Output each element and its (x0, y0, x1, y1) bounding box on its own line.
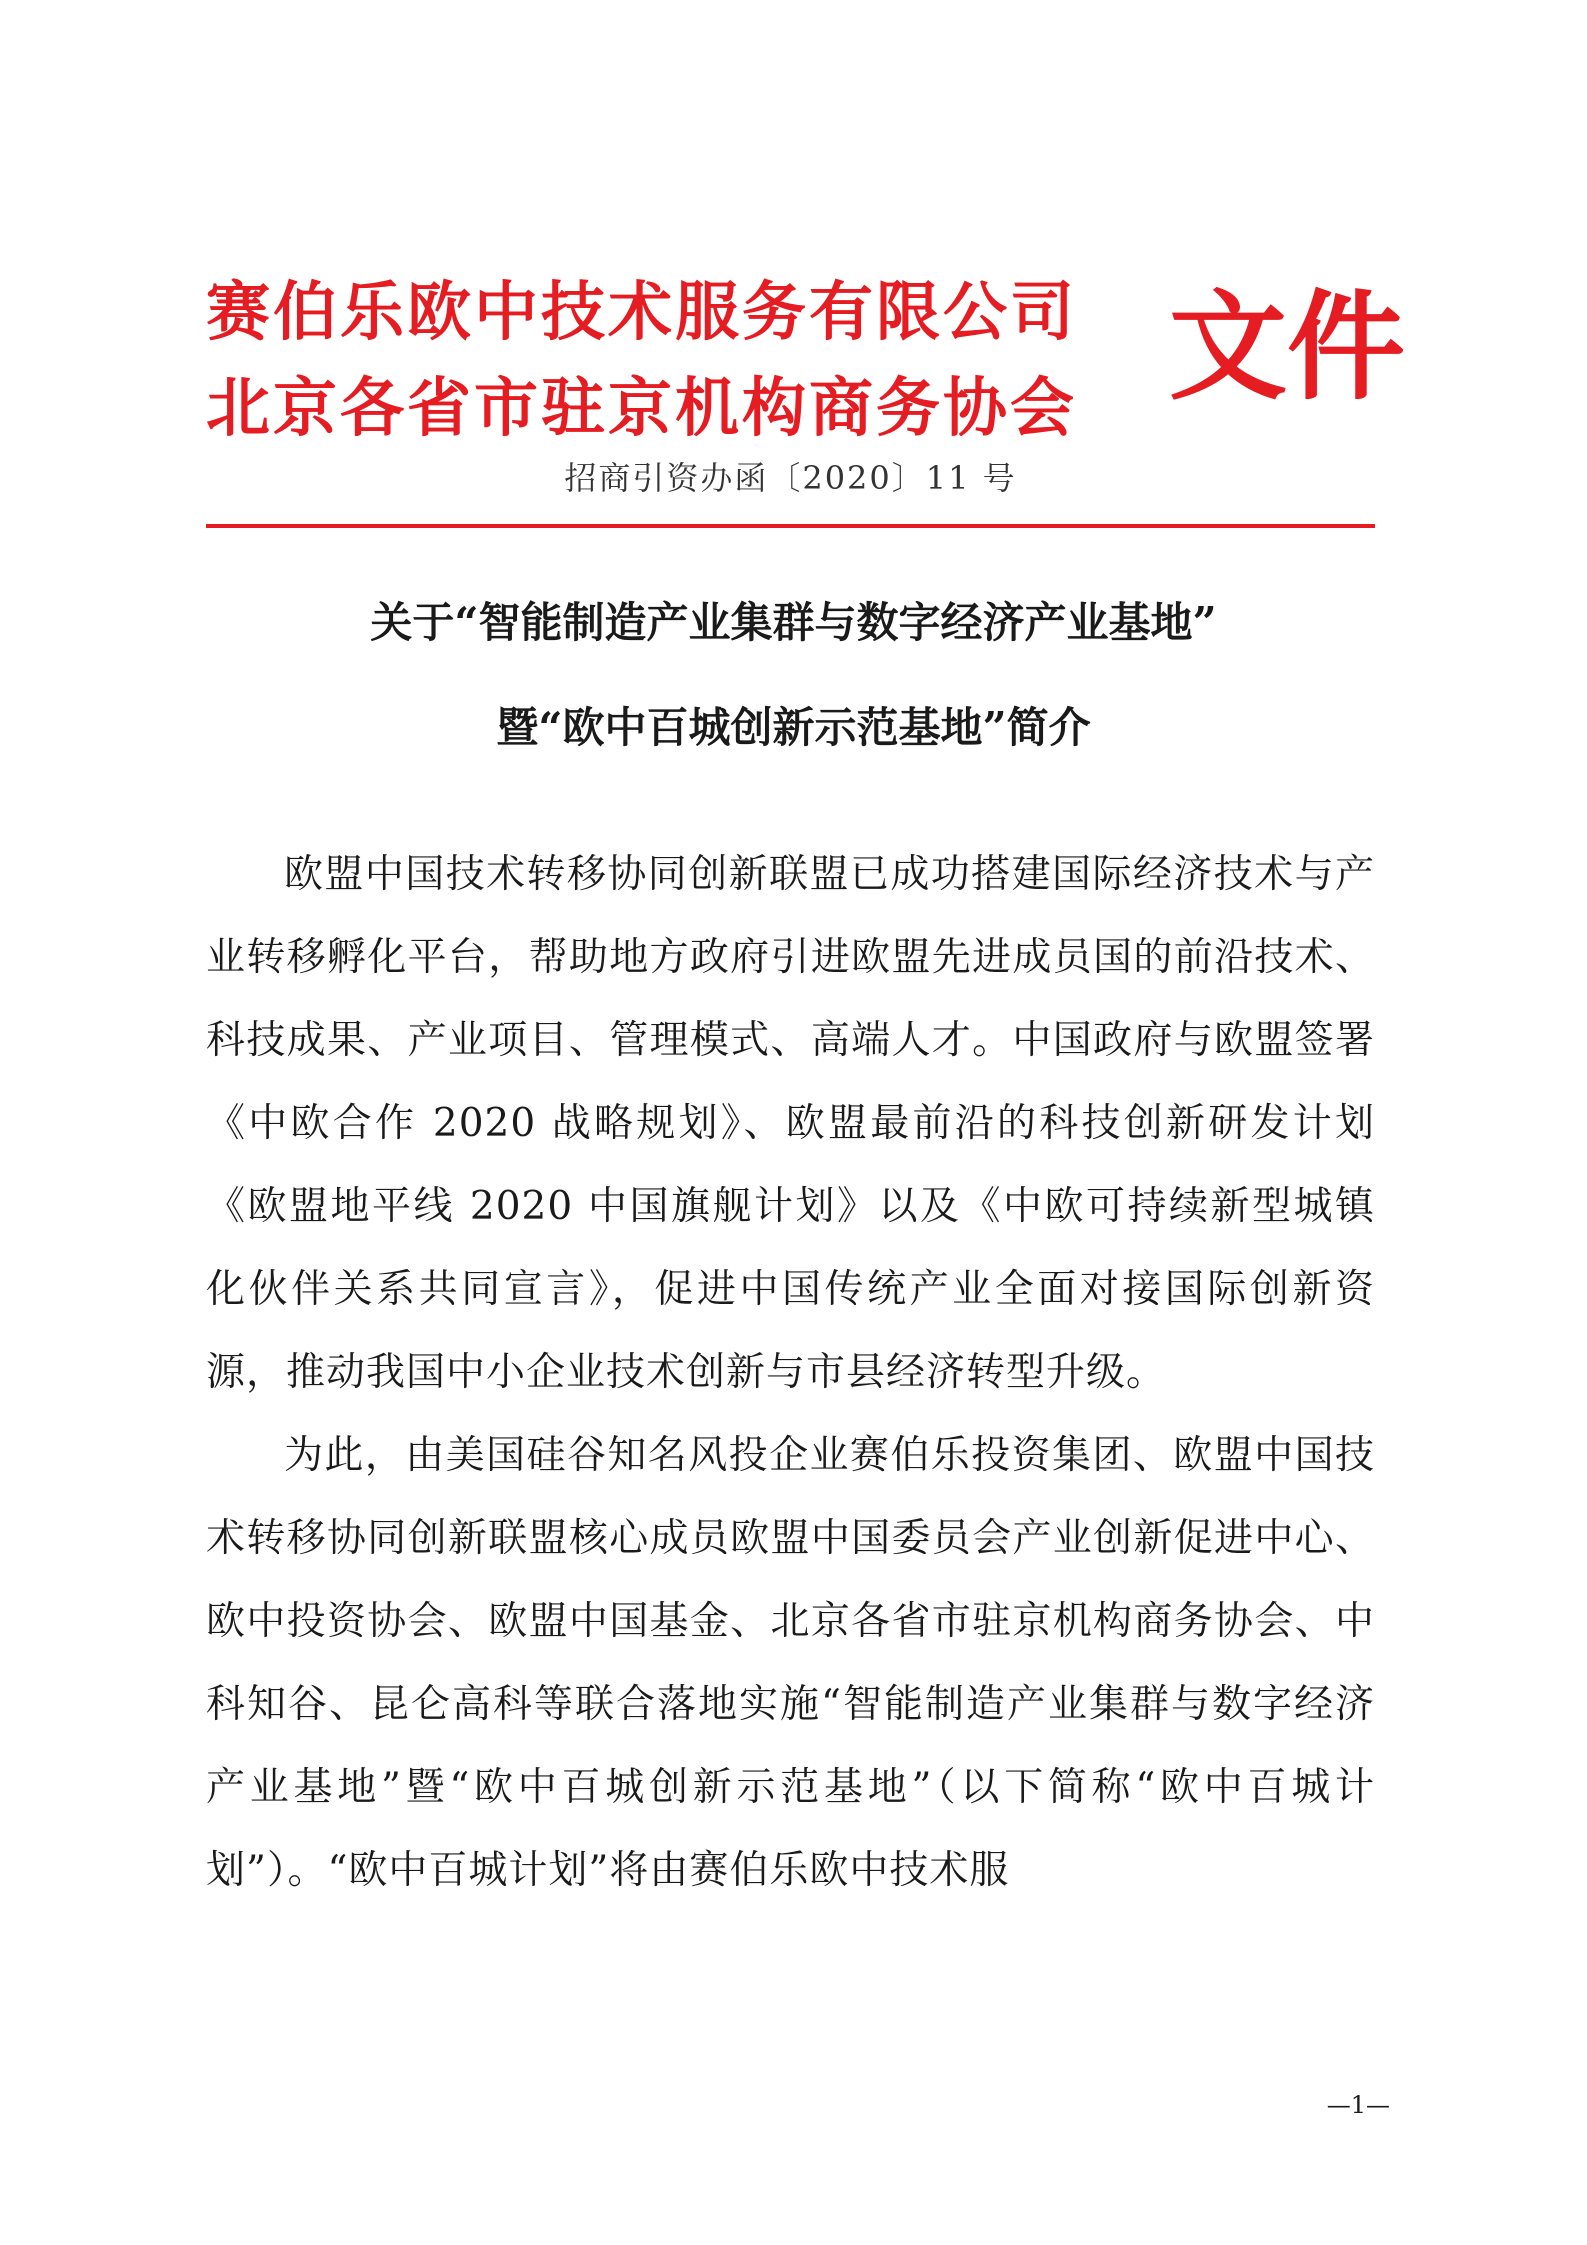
document-title-line-2: 暨“欧中百城创新示范基地”简介 (496, 703, 1091, 752)
document-body (206, 833, 1375, 1912)
header-red-divider (206, 524, 1375, 528)
document-type-label: 文件 (1169, 277, 1406, 416)
body-paragraph: 欧盟中国技术转移协同创新联盟已成功搭建国际经济技术与产业转移孵化平台，帮助地方政府引进欧盟先进成员国的前沿技术、科技成果、产业项目、管理模式、高端人才。中国政府与欧盟签署《中欧合作 2020 战略规划》、欧盟最前沿的科技创新研发计划《欧盟地平线 2020 中国旗舰计划》以及《中欧可持续新型城镇化伙伴关系共同宣言》，促进中国传统产业全面对接国际创新资源，推动我国中小企业技术创新与市县经济转型升级。 (206, 852, 1375, 1395)
document-number: 招商引资办函〔2020〕11 号 (564, 459, 1017, 497)
issuer-name-line-2: 北京各省市驻京机构商务协会 (206, 371, 1077, 446)
page-number: —1— (1326, 2091, 1390, 2119)
document-title-line-1: 关于“智能制造产业集群与数字经济产业基地” (370, 598, 1217, 647)
issuer-name-line-1: 赛伯乐欧中技术服务有限公司 (206, 275, 1077, 350)
body-paragraph: 为此，由美国硅谷知名风投企业赛伯乐投资集团、欧盟中国技术转移协同创新联盟核心成员欧盟中国委员会产业创新促进中心、欧中投资协会、欧盟中国基金、北京各省市驻京机构商务协会、中科知谷、昆仑高科等联合落地实施“智能制造产业集群与数字经济产业基地”暨“欧中百城创新示范基地”（以下简称“欧中百城计划”）。“欧中百城计划”将由赛伯乐欧中技术服 (206, 1433, 1375, 1893)
